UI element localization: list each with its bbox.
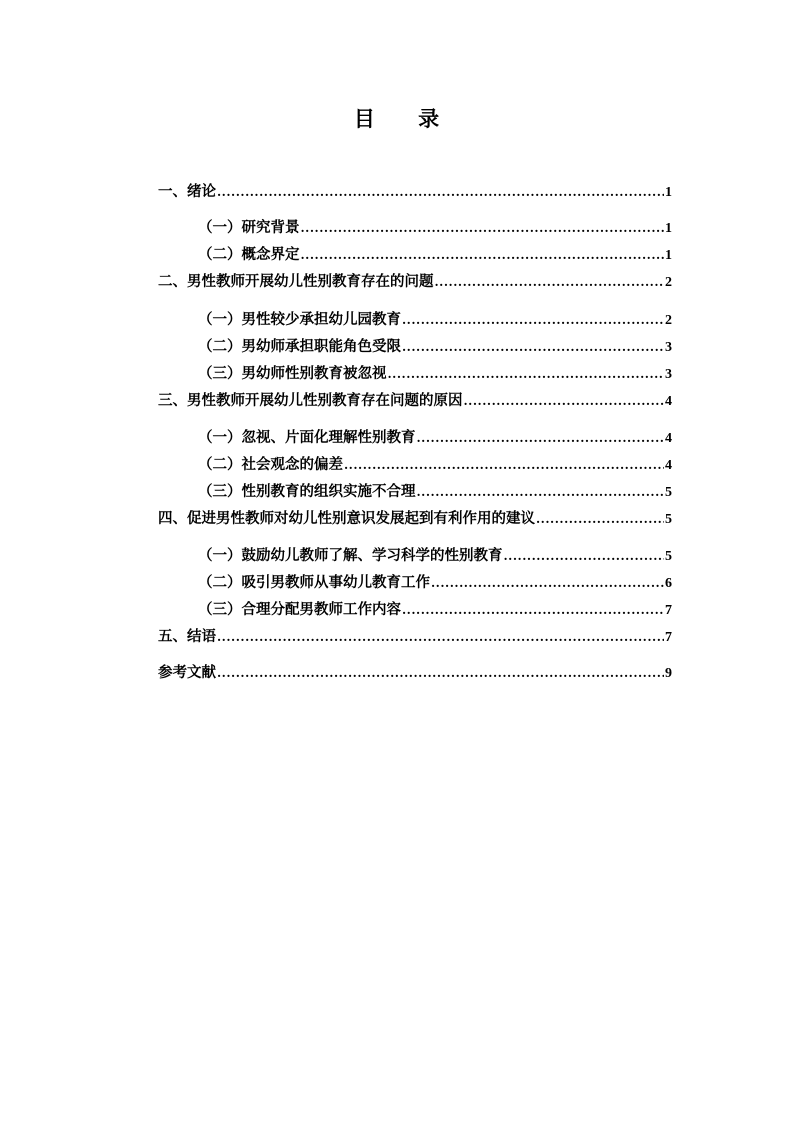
toc-entry-2-3[interactable] bbox=[198, 365, 672, 383]
toc-entry-4-3[interactable] bbox=[198, 601, 672, 619]
toc-entry-4-2[interactable] bbox=[198, 574, 672, 592]
toc-entry-3-3[interactable] bbox=[198, 483, 672, 501]
dot-leader bbox=[504, 547, 665, 565]
dot-leader bbox=[217, 183, 664, 201]
toc-entry-label: 绪论 bbox=[187, 183, 216, 200]
dot-leader bbox=[431, 574, 664, 592]
toc-entry-number: 四、 bbox=[158, 510, 187, 527]
toc-entry-number: （一） bbox=[198, 219, 242, 236]
toc-entry-label: 促进男性教师对幼儿性别意识发展起到有利作用的建议 bbox=[187, 510, 535, 527]
toc-entry-number: （二） bbox=[198, 574, 242, 591]
toc-entry-3-1[interactable] bbox=[198, 429, 672, 447]
page-title: 目 录 bbox=[353, 106, 458, 131]
toc-entry-page: 3 bbox=[665, 340, 672, 355]
dot-leader bbox=[402, 338, 664, 356]
toc-entry-page: 5 bbox=[665, 512, 672, 527]
toc-entry-page: 7 bbox=[665, 603, 672, 618]
toc-entry-label: 研究背景 bbox=[241, 219, 300, 236]
toc-entry-label: 结语 bbox=[187, 628, 216, 645]
toc-entry-page: 2 bbox=[665, 275, 672, 290]
toc-entry-2-1[interactable] bbox=[198, 311, 672, 329]
dot-leader bbox=[301, 219, 665, 237]
toc-entry-number: （一） bbox=[198, 547, 242, 564]
toc-entry-1[interactable] bbox=[158, 183, 672, 201]
toc-entry-label: 概念界定 bbox=[241, 246, 300, 263]
dot-leader bbox=[435, 273, 665, 291]
toc-entry-number: 三、 bbox=[158, 392, 187, 409]
dot-leader bbox=[417, 429, 665, 447]
toc-entry-number: （三） bbox=[198, 483, 242, 500]
toc-entry-number: （三） bbox=[198, 365, 242, 382]
dot-leader bbox=[344, 456, 664, 474]
toc-entry-number: （二） bbox=[198, 246, 242, 263]
toc-entry-label: 男性较少承担幼儿园教育 bbox=[241, 311, 401, 328]
dot-leader bbox=[402, 311, 664, 329]
dot-leader bbox=[536, 510, 664, 528]
toc-entry-page: 1 bbox=[665, 248, 672, 263]
toc-entry-number: （一） bbox=[198, 311, 242, 328]
toc-entry-page: 2 bbox=[665, 313, 672, 328]
toc-entry-page: 1 bbox=[665, 221, 672, 236]
dot-leader bbox=[301, 246, 665, 264]
dot-leader bbox=[402, 601, 664, 619]
toc-entry-label: 参考文献 bbox=[158, 664, 216, 681]
toc-entry-page: 4 bbox=[665, 431, 672, 446]
dot-leader bbox=[217, 628, 664, 646]
toc-entry-number: （三） bbox=[198, 601, 242, 618]
toc-entry-page: 7 bbox=[665, 630, 672, 645]
toc-entry-number: 二、 bbox=[158, 273, 187, 290]
toc-entry-page: 1 bbox=[665, 185, 672, 200]
toc-entry-2-2[interactable] bbox=[198, 338, 672, 356]
toc-entry-number: （二） bbox=[198, 456, 242, 473]
toc-entry-4-1[interactable] bbox=[198, 547, 672, 565]
toc-entry-page: 4 bbox=[665, 458, 672, 473]
toc-entry-3-2[interactable] bbox=[198, 456, 672, 474]
dot-leader bbox=[417, 483, 665, 501]
dot-leader bbox=[217, 664, 664, 682]
toc-entry-page: 5 bbox=[665, 485, 672, 500]
toc-entry-number: 一、 bbox=[158, 183, 187, 200]
dot-leader bbox=[388, 365, 665, 383]
toc-entry-1-1[interactable] bbox=[198, 219, 672, 237]
toc-entry-label: 合理分配男教师工作内容 bbox=[241, 601, 401, 618]
dot-leader bbox=[464, 392, 665, 410]
toc-entry-number: （一） bbox=[198, 429, 242, 446]
toc-entry-page: 6 bbox=[665, 576, 672, 591]
toc-entry-3[interactable] bbox=[158, 392, 672, 410]
toc-entry-label: 男性教师开展幼儿性别教育存在的问题 bbox=[187, 273, 434, 290]
toc-entry-label: 男幼师承担职能角色受限 bbox=[241, 338, 401, 355]
toc-entry-label: 吸引男教师从事幼儿教育工作 bbox=[241, 574, 430, 591]
toc-entry-label: 忽视、片面化理解性别教育 bbox=[241, 429, 416, 446]
toc-entry-page: 9 bbox=[665, 666, 672, 681]
toc-entry-number: 五、 bbox=[158, 628, 187, 645]
toc-entry-4[interactable] bbox=[158, 510, 672, 528]
toc-entry-label: 性别教育的组织实施不合理 bbox=[241, 483, 416, 500]
toc-entry-references[interactable] bbox=[158, 664, 672, 682]
toc-entry-label: 社会观念的偏差 bbox=[241, 456, 343, 473]
toc-entry-2[interactable] bbox=[158, 273, 672, 291]
toc-entry-label: 男性教师开展幼儿性别教育存在问题的原因 bbox=[187, 392, 463, 409]
toc-entry-page: 4 bbox=[665, 394, 672, 409]
toc-entry-page: 5 bbox=[665, 549, 672, 564]
toc-entry-number: （二） bbox=[198, 338, 242, 355]
toc-entry-page: 3 bbox=[665, 367, 672, 382]
toc-entry-5[interactable] bbox=[158, 628, 672, 646]
toc-entry-label: 男幼师性别教育被忽视 bbox=[241, 365, 387, 382]
toc-entry-1-2[interactable] bbox=[198, 246, 672, 264]
toc-entry-label: 鼓励幼儿教师了解、学习科学的性别教育 bbox=[241, 547, 503, 564]
